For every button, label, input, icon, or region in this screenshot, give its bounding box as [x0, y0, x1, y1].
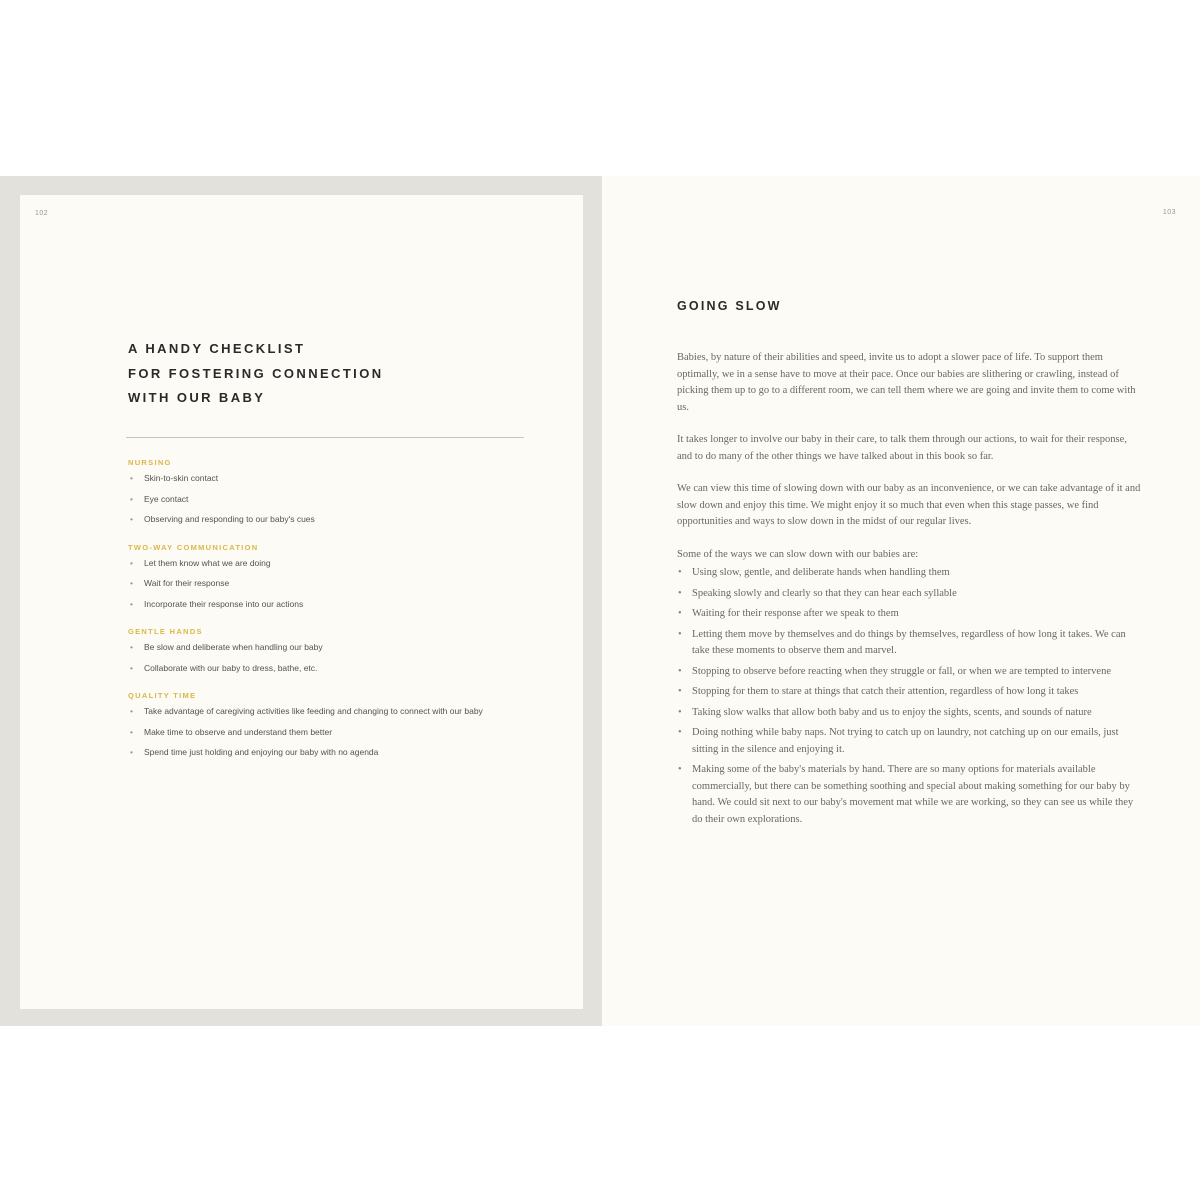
checklist-title [128, 337, 508, 411]
checklist-section-quality-time [128, 690, 528, 763]
paragraph: Babies, by nature of their abilities and speed, invite us to adopt a slower pace of life. To support them optimally, we in a sense have to move at their pace. Once our babies are slithering or crawling, instead of picking them up to go to a different room, we can tell them where we are going and invite them to come with us. [677, 352, 1136, 413]
book-spread [0, 176, 1200, 1026]
title-divider [126, 437, 524, 438]
list-item: • Taking slow walks that allow both baby and us to enjoy the sights, scents, and sounds of nature [677, 705, 1142, 722]
paragraph: It takes longer to involve our baby in their care, to talk them through our actions, to wait for their response, and to do many of the other things we have talked about in this book so far. [677, 434, 1127, 462]
section-heading: GENTLE HANDS [128, 627, 203, 636]
list-item: • Stopping for them to stare at things that catch their attention, regardless of how long it takes [677, 684, 1142, 701]
checklist-section-nursing [128, 457, 528, 530]
list-intro: Some of the ways we can slow down with our babies are: [677, 548, 919, 560]
list-item: • Doing nothing while baby naps. Not trying to catch up on laundry, not catching up on our emails, just sitting in the silence and enjoying it. [677, 725, 1142, 758]
checklist-title-line: FOR FOSTERING CONNECTION [128, 365, 384, 381]
section-heading: NURSING [128, 458, 172, 467]
left-page-number: 102 [35, 210, 49, 217]
checklist-item: • Spend time just holding and enjoying our baby with no agenda [128, 742, 528, 763]
checklist-item: • Eye contact [128, 489, 528, 510]
list-item: • Speaking slowly and clearly so that they can hear each syllable [677, 586, 1142, 603]
checklist-item: • Make time to observe and understand them better [128, 722, 528, 743]
section-list [128, 637, 528, 678]
checklist-item: • Collaborate with our baby to dress, bathe, etc. [128, 658, 528, 679]
checklist-item: • Observing and responding to our baby's cues [128, 509, 528, 530]
checklist-section-communication [128, 542, 528, 615]
body-text [677, 350, 1142, 832]
list-item: • Letting them move by themselves and do things by themselves, regardless of how long it takes. We can take these moments to observe them and marvel. [677, 627, 1142, 660]
checklist-item: • Be slow and deliberate when handling our baby [128, 637, 528, 658]
left-page [20, 195, 583, 1009]
checklist-title-line: A HANDY CHECKLIST [128, 341, 306, 356]
checklist-item: • Incorporate their response into our actions [128, 594, 528, 615]
checklist-section-gentle-hands [128, 626, 528, 678]
right-page [602, 176, 1200, 1026]
list-item: • Making some of the baby's materials by hand. There are so many options for materials available commercially, but there can be something soothing and special about making something for our baby by hand. We could sit next to our baby's movement mat while we are working, so they can see us while they do their own explorations. [677, 762, 1142, 828]
checklist-item: • Let them know what we are doing [128, 553, 528, 574]
section-heading: QUALITY TIME [128, 691, 197, 700]
paragraph: We can view this time of slowing down with our baby as an inconvenience, or we can take advantage of it and slow down and enjoy this time. We might enjoy it so much that even when this stage passes, we find opportunities and ways to slow down in the midst of our regular lives. [677, 483, 1141, 527]
section-list [128, 468, 528, 530]
list-item: • Stopping to observe before reacting when they struggle or fall, or when we are tempted to intervene [677, 664, 1142, 681]
checklist-title-line: WITH OUR BABY [128, 390, 266, 405]
section-list [128, 553, 528, 615]
checklist-item: • Wait for their response [128, 573, 528, 594]
slow-down-list [677, 565, 1142, 828]
list-item: • Using slow, gentle, and deliberate hands when handling them [677, 565, 1142, 582]
going-slow-title: GOING SLOW [677, 299, 782, 313]
checklist-item: • Skin-to-skin contact [128, 468, 528, 489]
checklist [128, 457, 528, 763]
section-list [128, 701, 528, 763]
right-page-number: 103 [1162, 209, 1176, 216]
checklist-item: • Take advantage of caregiving activities like feeding and changing to connect with our baby [128, 701, 528, 722]
list-item: • Waiting for their response after we speak to them [677, 606, 1142, 623]
section-heading: TWO-WAY COMMUNICATION [128, 542, 259, 552]
